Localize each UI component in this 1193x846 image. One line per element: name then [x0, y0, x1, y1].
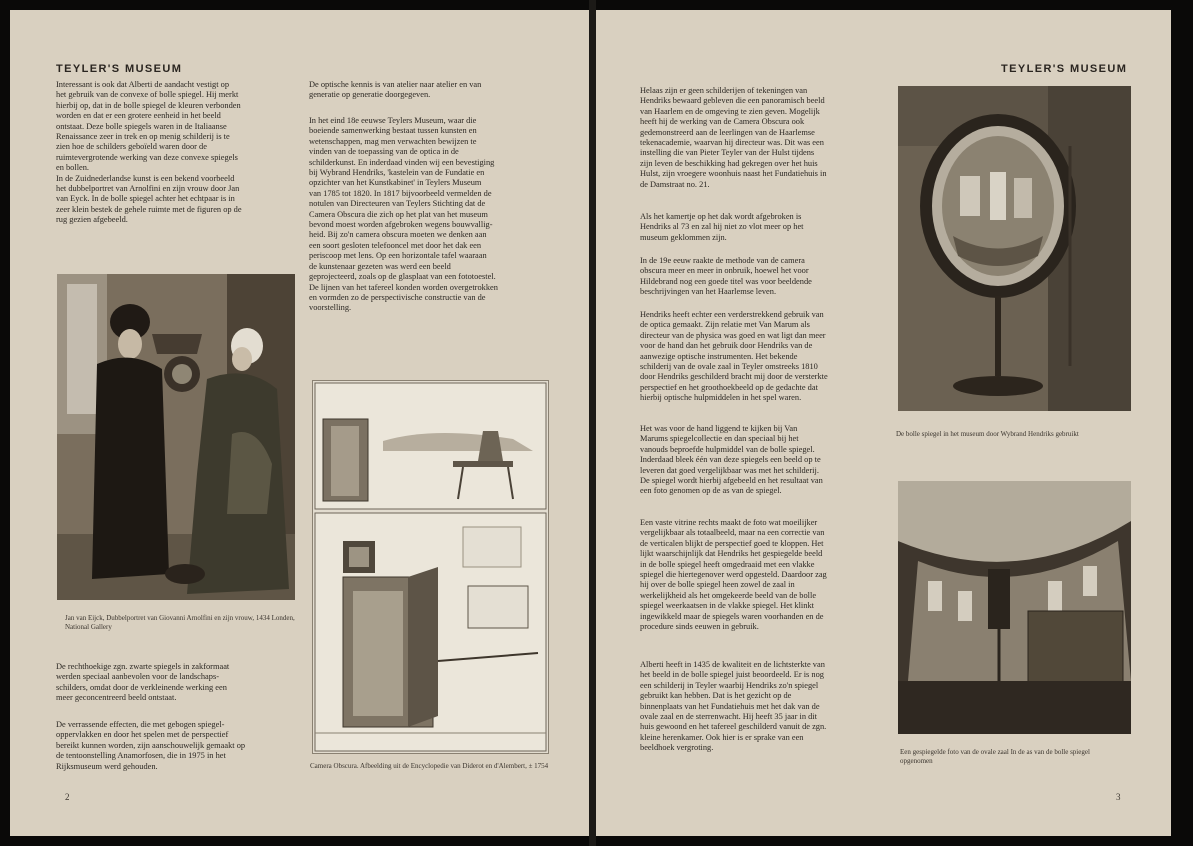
page-number-right: 3	[1116, 792, 1121, 802]
right-page	[596, 10, 1171, 836]
book-gutter	[589, 0, 596, 846]
right-paragraph-4: Hendriks heeft echter een verderstrekkend gebruik van de optica gemaakt. Zijn relatie met Van Marum als directeur van de physica was goed en wat ligt dan meer voor de hand dan het gebruik door Hendriks van de aanwezige optische instrumenten. Het bekende schilderij van de ovale zaal in Teyler omstreeks 1810 door Hendriks geschilderd bracht mij door de versterkte perspectief en het groothoekbeeld op de gedachte dat hierbij optische hulpmiddelen in het spel waren.	[640, 310, 828, 403]
right-paragraph-2: Als het kamertje op het dak wordt afgebroken is Hendriks al 73 en zal hij niet zo vlot meer op het museum geklommen zijn.	[640, 212, 804, 242]
right-paragraph-7: Alberti heeft in 1435 de kwaliteit en de lichtsterkte van het beeld in de bolle spiegel juist beoordeeld. Er is nog een schilderij in Teyler waarbij Hendriks zo'n spiegel gebruikt kan hebben. Dat is het gezicht op de binnenplaats van het Fundatiehuis met het dak van de ovale zaal en de sterrenwacht. Hij heeft 35 jaar in dit huis gewoond en het tafereel geschilderd vanuit de zgn. kleine herenkamer. Ook hier is er sprake van een beeldhoek vergroting.	[640, 660, 827, 753]
right-paragraph-1: Helaas zijn er geen schilderijen of tekeningen van Hendriks bewaard gebleven die een panoramisch beeld van Haarlem en de omgeving te zien geven. Mogelijk heeft hij de werking van de Camera Obscura ook gedemonstreerd aan de leerlingen van de Haarlemse tekenacademie, waarvan hij directeur was. Dit was een instelling die van Pieter Teyler van der Hulst tijdens zijn leven de beschikking had gekregen over het huis Hulst, zijn vroegere woonhuis naast het Fundatiehuis in de Damstraat no. 21.	[640, 86, 827, 189]
oval-hall-caption: Een gespiegelde foto van de ovale zaal In de as van de bolle spiegel opgenomen	[900, 748, 1090, 765]
left-col1-paragraph-2: De rechthoekige zgn. zwarte spiegels in zakformaat werden speciaal aanbevolen voor de landschaps- schilders, omdat door de verkleinende werking een meer geconcentreerd beeld ontstaat.	[56, 662, 230, 703]
camera-obscura-caption: Camera Obscura. Afbeelding uit de Encyclopedie van Diderot en d'Alembert, ± 1754	[310, 762, 549, 770]
left-col2-paragraph-2: In het eind 18e eeuwse Teylers Museum, waar die boeiende samenwerking bestaat tussen kunsten en wetenschappen, mag men verwachten bewijzen te vinden van de toepassing van de optica in de schilderkunst. En inderdaad vinden wij een bevestiging bij Wybrand Hendriks, 'kastelein van de Fundatie en opzichter van het Kunstkabinet' in Teylers Museum van 1785 tot 1820. In 1817 bijvoorbeeld vermelden de notulen van Directeuren van Teylers Stichting dat de Camera Obscura die zich op het plat van het museum bevond moest worden afgebroken wegens bouwvallig- heid. Bij zo'n camera obscura moeten we denken aan een soort gesloten telefooncel met door het dak een periscoop met lens. Op een horizontale tafel waaraan de kunstenaar gezeten was werd een beeld geprojecteerd, zoals op de glasplaat van een fototoestel. De lijnen van het tafereel konden worden overgetrokken en vormden zo de perspectivische constructie van de voorstelling.	[309, 116, 498, 313]
convex-mirror-photo	[898, 86, 1131, 411]
convex-mirror-caption: De bolle spiegel in het museum door Wybrand Hendriks gebruikt	[896, 430, 1079, 438]
right-paragraph-5: Het was voor de hand liggend te kijken bij Van Marums spiegelcollectie en dan speciaal bij het vanouds beproefde hulpmiddel van de bolle spiegel. Inderdaad bleek één van deze spiegels een beeld op te leveren dat goed vergelijkbaar was met het schilderij. De spiegel wordt hierbij afgebeeld en het resultaat van een foto genomen op de as van de spiegel.	[640, 424, 823, 496]
arnolfini-portrait-image	[57, 274, 295, 600]
left-col1-paragraph-1: Interessant is ook dat Alberti de aandacht vestigt op het gebruik van de convexe of bolle spiegel. Hij merkt hierbij op, dat in de bolle spiegel de kleuren verbonden worden en dat er een grotere eenheid in het beeld ontstaat. Deze bolle spiegels waren in de Italiaanse Renaissance zeer in trek en op menig schilderij is te zien hoe de schilders geboïeld waren door de ruimtevergrotende werking van deze convexe spiegels en bollen. In de Zuidnederlandse kunst is een bekend voorbeeld het dubbelportret van Arnolfini en zijn vrouw door Jan van Eyck. In de bolle spiegel achter het echtpaar is in zeer klein bestek de gehele ruimte met de figuren op de rug gezien afgebeeld.	[56, 80, 242, 225]
page-header-right: TEYLER'S MUSEUM	[1001, 63, 1128, 75]
left-col1-paragraph-3: De verrassende effecten, die met gebogen spiegel- oppervlakken en door het spelen met de perspectief bereikt kunnen worden, zijn aanschouwelijk gemaakt op de tentoonstelling Anamorfosen, die in 1975 in het Rijksmuseum werd gehouden.	[56, 720, 246, 771]
arnolfini-caption: Jan van Eijck, Dubbelportret van Giovanni Arnolfini en zijn vrouw, 1434 Londen, National Gallery	[65, 614, 295, 631]
page-number-left: 2	[65, 792, 70, 802]
left-page	[10, 10, 589, 836]
right-paragraph-6: Een vaste vitrine rechts maakt de foto wat moeilijker vergelijkbaar als totaalbeeld, maar na een correctie van de verticalen blijkt de perspectief goed te kloppen. Het lijkt waarschijnlijk dat Hendriks het gespiegelde beeld in de bolle spiegel heeft omgedraaid met een vlakke spiegel die hiertegenover werd opgesteld. Daardoor zag hij over de bolle spiegel heen zowel de zaal in werkelijkheid als het omgekeerde beeld van de bolle spiegel weerkaatsen in de vlakke spiegel. Het klinkt ingewikkeld maar de spiegels waren voorhanden en de procedure sinds eeuwen in gebruik.	[640, 518, 827, 632]
page-header-left: TEYLER'S MUSEUM	[56, 63, 183, 75]
right-paragraph-3: In de 19e eeuw raakte de methode van de camera obscura meer en meer in onbruik, hoewel het voor Hildebrand nog een goede titel was voor beeldende beschrijvingen van het Haarlemse leven.	[640, 256, 812, 297]
left-col2-paragraph-1: De optische kennis is van atelier naar atelier en van generatie op generatie doorgegeven.	[309, 80, 482, 100]
camera-obscura-engraving	[312, 380, 549, 754]
oval-hall-mirrored-photo	[898, 481, 1131, 734]
